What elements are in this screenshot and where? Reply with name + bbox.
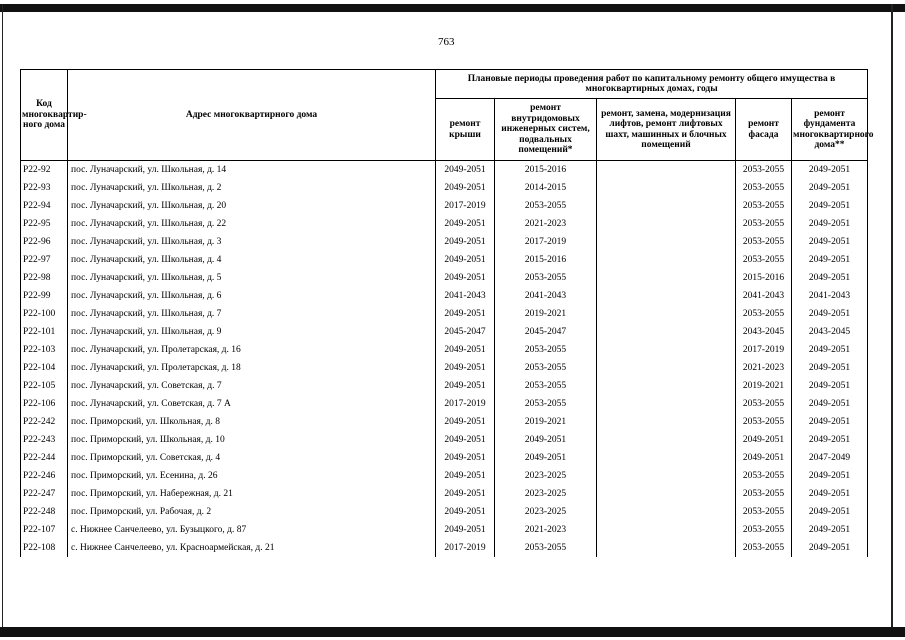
cell-roof: 2049-2051 xyxy=(436,341,495,359)
cell-address: пос. Луначарский, ул. Школьная, д. 7 xyxy=(68,305,436,323)
cell-roof: 2049-2051 xyxy=(436,521,495,539)
cell-address: пос. Луначарский, ул. Пролетарская, д. 18 xyxy=(68,359,436,377)
cell-facade: 2053-2055 xyxy=(736,503,792,521)
cell-foundation: 2049-2051 xyxy=(792,197,868,215)
cell-code: P22-104 xyxy=(21,359,68,377)
cell-foundation: 2049-2051 xyxy=(792,161,868,180)
cell-roof: 2049-2051 xyxy=(436,449,495,467)
cell-code: P22-93 xyxy=(21,179,68,197)
cell-roof: 2049-2051 xyxy=(436,431,495,449)
table-row xyxy=(21,485,868,503)
cell-roof: 2017-2019 xyxy=(436,395,495,413)
cell-facade: 2049-2051 xyxy=(736,449,792,467)
cell-lifts xyxy=(597,377,736,395)
cell-code: P22-94 xyxy=(21,197,68,215)
header-lifts: ремонт, замена, модернизация лифтов, ремонт лифтовых шахт, машинных и блочных помещений xyxy=(597,99,736,161)
cell-address: пос. Приморский, ул. Есенина, д. 26 xyxy=(68,467,436,485)
cell-facade: 2053-2055 xyxy=(736,233,792,251)
cell-roof: 2049-2051 xyxy=(436,269,495,287)
cell-roof: 2049-2051 xyxy=(436,359,495,377)
cell-address: пос. Луначарский, ул. Школьная, д. 3 xyxy=(68,233,436,251)
cell-systems: 2015-2016 xyxy=(495,161,597,180)
header-foundation: ремонт фундамента многоквартирного дома** xyxy=(792,99,868,161)
cell-code: P22-107 xyxy=(21,521,68,539)
cell-roof: 2049-2051 xyxy=(436,251,495,269)
cell-address: пос. Луначарский, ул. Советская, д. 7 xyxy=(68,377,436,395)
cell-systems: 2045-2047 xyxy=(495,323,597,341)
cell-code: P22-98 xyxy=(21,269,68,287)
cell-foundation: 2049-2051 xyxy=(792,359,868,377)
cell-lifts xyxy=(597,251,736,269)
cell-foundation: 2049-2051 xyxy=(792,215,868,233)
cell-facade: 2053-2055 xyxy=(736,197,792,215)
cell-address: пос. Луначарский, ул. Школьная, д. 14 xyxy=(68,161,436,180)
cell-roof: 2041-2043 xyxy=(436,287,495,305)
cell-code: P22-95 xyxy=(21,215,68,233)
cell-systems: 2053-2055 xyxy=(495,359,597,377)
cell-code: P22-247 xyxy=(21,485,68,503)
cell-facade: 2019-2021 xyxy=(736,377,792,395)
cell-facade: 2053-2055 xyxy=(736,215,792,233)
cell-systems: 2023-2025 xyxy=(495,485,597,503)
cell-roof: 2049-2051 xyxy=(436,485,495,503)
cell-lifts xyxy=(597,161,736,180)
cell-systems: 2053-2055 xyxy=(495,377,597,395)
cell-roof: 2049-2051 xyxy=(436,377,495,395)
cell-lifts xyxy=(597,539,736,557)
table-row xyxy=(21,521,868,539)
cell-code: P22-99 xyxy=(21,287,68,305)
cell-lifts xyxy=(597,413,736,431)
cell-foundation: 2049-2051 xyxy=(792,503,868,521)
header-code: Код многоквартир-ного дома xyxy=(21,70,68,161)
cell-facade: 2053-2055 xyxy=(736,485,792,503)
header-systems: ремонт внутридомовых инженерных систем, подвальных помещений* xyxy=(495,99,597,161)
cell-foundation: 2049-2051 xyxy=(792,305,868,323)
cell-lifts xyxy=(597,269,736,287)
cell-lifts xyxy=(597,359,736,377)
cell-foundation: 2049-2051 xyxy=(792,233,868,251)
cell-code: P22-100 xyxy=(21,305,68,323)
cell-lifts xyxy=(597,179,736,197)
cell-systems: 2049-2051 xyxy=(495,431,597,449)
cell-address: пос. Луначарский, ул. Пролетарская, д. 16 xyxy=(68,341,436,359)
cell-foundation: 2049-2051 xyxy=(792,485,868,503)
cell-systems: 2053-2055 xyxy=(495,395,597,413)
cell-lifts xyxy=(597,503,736,521)
table-row xyxy=(21,539,868,557)
cell-systems: 2019-2021 xyxy=(495,413,597,431)
cell-lifts xyxy=(597,323,736,341)
table-row xyxy=(21,359,868,377)
cell-foundation: 2047-2049 xyxy=(792,449,868,467)
cell-systems: 2053-2055 xyxy=(495,197,597,215)
cell-address: с. Нижнее Санчелеево, ул. Бузыцкого, д. 87 xyxy=(68,521,436,539)
cell-facade: 2015-2016 xyxy=(736,269,792,287)
table-row xyxy=(21,431,868,449)
cell-foundation: 2049-2051 xyxy=(792,251,868,269)
table-row xyxy=(21,467,868,485)
right-border-line xyxy=(891,4,893,636)
cell-facade: 2049-2051 xyxy=(736,431,792,449)
cell-lifts xyxy=(597,305,736,323)
cell-lifts xyxy=(597,233,736,251)
table-row xyxy=(21,449,868,467)
cell-foundation: 2049-2051 xyxy=(792,467,868,485)
table-row xyxy=(21,341,868,359)
table-row xyxy=(21,215,868,233)
cell-systems: 2023-2025 xyxy=(495,467,597,485)
cell-foundation: 2049-2051 xyxy=(792,377,868,395)
cell-systems: 2021-2023 xyxy=(495,521,597,539)
cell-roof: 2049-2051 xyxy=(436,503,495,521)
cell-facade: 2053-2055 xyxy=(736,179,792,197)
cell-facade: 2021-2023 xyxy=(736,359,792,377)
cell-systems: 2041-2043 xyxy=(495,287,597,305)
bottom-border-bar xyxy=(0,627,905,637)
cell-code: P22-103 xyxy=(21,341,68,359)
cell-systems: 2053-2055 xyxy=(495,269,597,287)
cell-systems: 2053-2055 xyxy=(495,539,597,557)
cell-lifts xyxy=(597,341,736,359)
cell-facade: 2053-2055 xyxy=(736,413,792,431)
cell-address: пос. Приморский, ул. Школьная, д. 8 xyxy=(68,413,436,431)
cell-systems: 2053-2055 xyxy=(495,341,597,359)
cell-roof: 2049-2051 xyxy=(436,179,495,197)
cell-facade: 2041-2043 xyxy=(736,287,792,305)
cell-facade: 2017-2019 xyxy=(736,341,792,359)
cell-facade: 2053-2055 xyxy=(736,251,792,269)
cell-address: пос. Луначарский, ул. Школьная, д. 4 xyxy=(68,251,436,269)
cell-code: P22-105 xyxy=(21,377,68,395)
cell-facade: 2053-2055 xyxy=(736,521,792,539)
table-body xyxy=(21,161,868,558)
cell-address: пос. Приморский, ул. Советская, д. 4 xyxy=(68,449,436,467)
cell-foundation: 2049-2051 xyxy=(792,395,868,413)
cell-address: пос. Луначарский, ул. Школьная, д. 9 xyxy=(68,323,436,341)
cell-roof: 2017-2019 xyxy=(436,197,495,215)
cell-lifts xyxy=(597,521,736,539)
cell-systems: 2019-2021 xyxy=(495,305,597,323)
header-roof: ремонт крыши xyxy=(436,99,495,161)
cell-systems: 2015-2016 xyxy=(495,251,597,269)
cell-foundation: 2049-2051 xyxy=(792,179,868,197)
table-row xyxy=(21,503,868,521)
cell-foundation: 2049-2051 xyxy=(792,269,868,287)
cell-code: P22-108 xyxy=(21,539,68,557)
table-row xyxy=(21,161,868,180)
header-address: Адрес многоквартирного дома xyxy=(68,70,436,161)
table-row xyxy=(21,197,868,215)
cell-code: P22-242 xyxy=(21,413,68,431)
table-row xyxy=(21,233,868,251)
cell-systems: 2021-2023 xyxy=(495,215,597,233)
cell-systems: 2023-2025 xyxy=(495,503,597,521)
cell-address: пос. Приморский, ул. Рабочая, д. 2 xyxy=(68,503,436,521)
table-row xyxy=(21,179,868,197)
table-row xyxy=(21,413,868,431)
cell-code: P22-97 xyxy=(21,251,68,269)
cell-foundation: 2041-2043 xyxy=(792,287,868,305)
cell-roof: 2049-2051 xyxy=(436,467,495,485)
cell-code: P22-106 xyxy=(21,395,68,413)
cell-address: пос. Луначарский, ул. Школьная, д. 22 xyxy=(68,215,436,233)
cell-facade: 2043-2045 xyxy=(736,323,792,341)
cell-lifts xyxy=(597,197,736,215)
header-facade: ремонт фасада xyxy=(736,99,792,161)
cell-facade: 2053-2055 xyxy=(736,305,792,323)
table-row xyxy=(21,395,868,413)
cell-address: пос. Луначарский, ул. Школьная, д. 2 xyxy=(68,179,436,197)
cell-foundation: 2043-2045 xyxy=(792,323,868,341)
cell-lifts xyxy=(597,395,736,413)
cell-code: P22-248 xyxy=(21,503,68,521)
cell-foundation: 2049-2051 xyxy=(792,341,868,359)
table-row xyxy=(21,323,868,341)
table-row xyxy=(21,251,868,269)
cell-roof: 2049-2051 xyxy=(436,215,495,233)
cell-address: пос. Луначарский, ул. Школьная, д. 20 xyxy=(68,197,436,215)
cell-address: пос. Приморский, ул. Набережная, д. 21 xyxy=(68,485,436,503)
header-work-periods: Плановые периоды проведения работ по капитальному ремонту общего имущества в многоквартирных домах, годы xyxy=(436,70,868,99)
table-row xyxy=(21,269,868,287)
left-border-line xyxy=(2,4,3,636)
cell-roof: 2049-2051 xyxy=(436,413,495,431)
capital-repair-table xyxy=(20,69,874,557)
cell-facade: 2053-2055 xyxy=(736,467,792,485)
cell-address: пос. Приморский, ул. Школьная, д. 10 xyxy=(68,431,436,449)
cell-code: P22-244 xyxy=(21,449,68,467)
cell-facade: 2053-2055 xyxy=(736,161,792,180)
cell-systems: 2049-2051 xyxy=(495,449,597,467)
cell-roof: 2049-2051 xyxy=(436,233,495,251)
cell-roof: 2049-2051 xyxy=(436,305,495,323)
cell-address: пос. Луначарский, ул. Советская, д. 7 А xyxy=(68,395,436,413)
cell-lifts xyxy=(597,431,736,449)
cell-roof: 2017-2019 xyxy=(436,539,495,557)
cell-lifts xyxy=(597,215,736,233)
cell-foundation: 2049-2051 xyxy=(792,539,868,557)
top-border-bar xyxy=(0,4,905,12)
table-row xyxy=(21,305,868,323)
cell-systems: 2014-2015 xyxy=(495,179,597,197)
cell-lifts xyxy=(597,287,736,305)
cell-address: пос. Луначарский, ул. Школьная, д. 6 xyxy=(68,287,436,305)
cell-foundation: 2049-2051 xyxy=(792,413,868,431)
cell-address: с. Нижнее Санчелеево, ул. Красноармейская, д. 21 xyxy=(68,539,436,557)
cell-code: P22-92 xyxy=(21,161,68,180)
page-number: 763 xyxy=(438,36,455,48)
cell-foundation: 2049-2051 xyxy=(792,521,868,539)
table-row xyxy=(21,377,868,395)
cell-lifts xyxy=(597,485,736,503)
table-row xyxy=(21,287,868,305)
cell-code: P22-246 xyxy=(21,467,68,485)
cell-lifts xyxy=(597,467,736,485)
cell-code: P22-101 xyxy=(21,323,68,341)
cell-lifts xyxy=(597,449,736,467)
cell-code: P22-96 xyxy=(21,233,68,251)
cell-systems: 2017-2019 xyxy=(495,233,597,251)
cell-facade: 2053-2055 xyxy=(736,395,792,413)
cell-foundation: 2049-2051 xyxy=(792,431,868,449)
cell-code: P22-243 xyxy=(21,431,68,449)
cell-roof: 2049-2051 xyxy=(436,161,495,180)
cell-address: пос. Луначарский, ул. Школьная, д. 5 xyxy=(68,269,436,287)
cell-facade: 2053-2055 xyxy=(736,539,792,557)
cell-roof: 2045-2047 xyxy=(436,323,495,341)
